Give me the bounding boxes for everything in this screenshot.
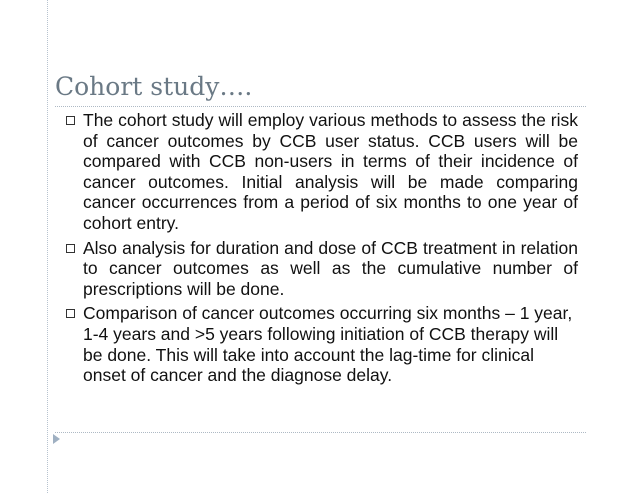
bullet-item — [66, 238, 578, 300]
bullet-item — [66, 110, 578, 234]
bullet-text: Comparison of cancer outcomes occurring six months – 1 year, 1-4 years and >5 years following initiation of CCB therapy will be done. This will take into account the lag-time for clinical onset of cancer and the diagnose delay. — [83, 303, 573, 386]
bullet-item — [66, 303, 578, 385]
square-bullet-icon — [66, 116, 75, 125]
title-divider — [55, 106, 586, 107]
bullet-text: The cohort study will employ various methods to assess the risk of cancer outcomes by CCB user status. CCB users will be compared with CCB non-users in terms of their incidence of cancer outcomes. Initial analysis will be made comparing cancer occurrences from a period of six months to one year of cohort entry. — [83, 110, 578, 233]
bottom-divider — [55, 432, 586, 433]
bullet-text: Also analysis for duration and dose of CCB treatment in relation to cancer outcomes as well as the cumulative number of prescriptions will be done. — [83, 237, 578, 299]
square-bullet-icon — [66, 244, 75, 253]
square-bullet-icon — [66, 309, 75, 318]
slide-title: Cohort study…. — [55, 72, 253, 101]
chevron-right-icon — [52, 434, 61, 444]
left-margin-rule — [47, 0, 48, 493]
bullet-list — [66, 110, 578, 390]
